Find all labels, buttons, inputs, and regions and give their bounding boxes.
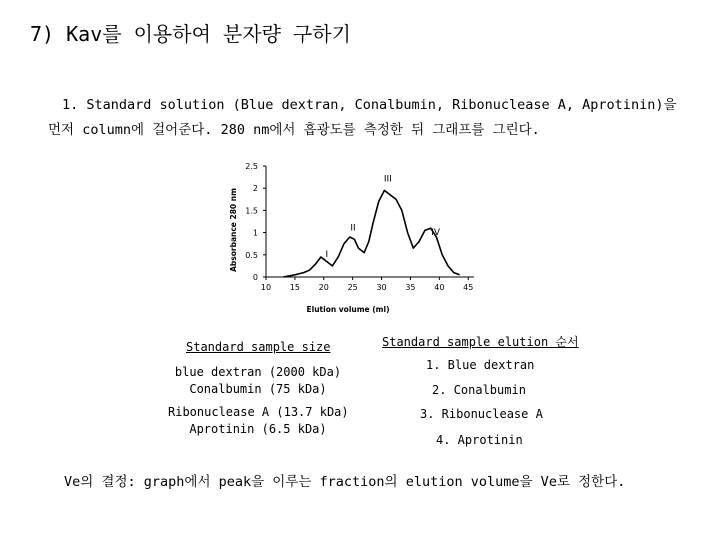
peak-label: IV xyxy=(431,227,441,238)
x-tick-label: 25 xyxy=(347,283,358,292)
size-line-1: blue dextran (2000 kDa) xyxy=(174,365,342,379)
x-tick-label: 30 xyxy=(376,283,387,292)
x-axis-label: Elution volume (ml) xyxy=(306,305,390,314)
y-axis-label: Absorbance 280 nm xyxy=(229,188,238,272)
size-group-1 xyxy=(168,364,348,398)
footer-note: Ve의 결정: graph에서 peak을 이루는 fraction의 elution volume을 Ve로 정한다. xyxy=(64,474,626,490)
y-tick-label: 0 xyxy=(252,273,258,282)
x-ticks xyxy=(261,277,473,292)
size-group-2 xyxy=(168,404,348,438)
x-tick-label: 40 xyxy=(434,283,445,292)
x-tick-label: 20 xyxy=(318,283,329,292)
order-item-3: 3. Ribonuclease A xyxy=(420,407,543,421)
chart-axes xyxy=(266,166,474,277)
size-line-2: Conalbumin (75 kDa) xyxy=(189,382,327,396)
order-item-2: 2. Conalbumin xyxy=(432,383,526,397)
y-tick-label: 2 xyxy=(252,184,258,194)
intro-line-2: 먼저 column에 걸어준다. 280 nm에서 흡광도를 측정한 뒤 그래프를 그린다. xyxy=(48,122,540,138)
x-tick-label: 10 xyxy=(260,283,272,292)
order-heading: Standard sample elution 순서 xyxy=(382,335,579,349)
y-tick-label: 1.5 xyxy=(245,206,258,216)
y-tick-label: 1 xyxy=(252,228,258,238)
x-tick-label: 35 xyxy=(405,283,416,292)
peak-label: III xyxy=(383,174,392,185)
y-tick-label: 0.5 xyxy=(245,250,258,260)
elution-chart xyxy=(222,158,492,318)
size-line-4: Aprotinin (6.5 kDa) xyxy=(189,422,327,436)
intro-line-1: 1. Standard solution (Blue dextran, Conalbumin, Ribonuclease A, Aprotinin)을 xyxy=(62,97,677,113)
order-item-1: 1. Blue dextran xyxy=(426,358,535,372)
y-tick-label: 2.5 xyxy=(245,162,258,171)
size-line-3: Ribonuclease A (13.7 kDa) xyxy=(168,405,349,419)
x-tick-label: 15 xyxy=(289,283,300,292)
size-heading: Standard sample size xyxy=(186,340,331,354)
x-tick-label: 45 xyxy=(463,283,474,292)
peak-label: II xyxy=(350,223,356,234)
peak-label: I xyxy=(325,250,329,261)
y-ticks xyxy=(245,162,266,282)
page-title: 7) Kav를 이용하여 분자량 구하기 xyxy=(30,22,351,46)
order-item-4: 4. Aprotinin xyxy=(436,433,523,447)
